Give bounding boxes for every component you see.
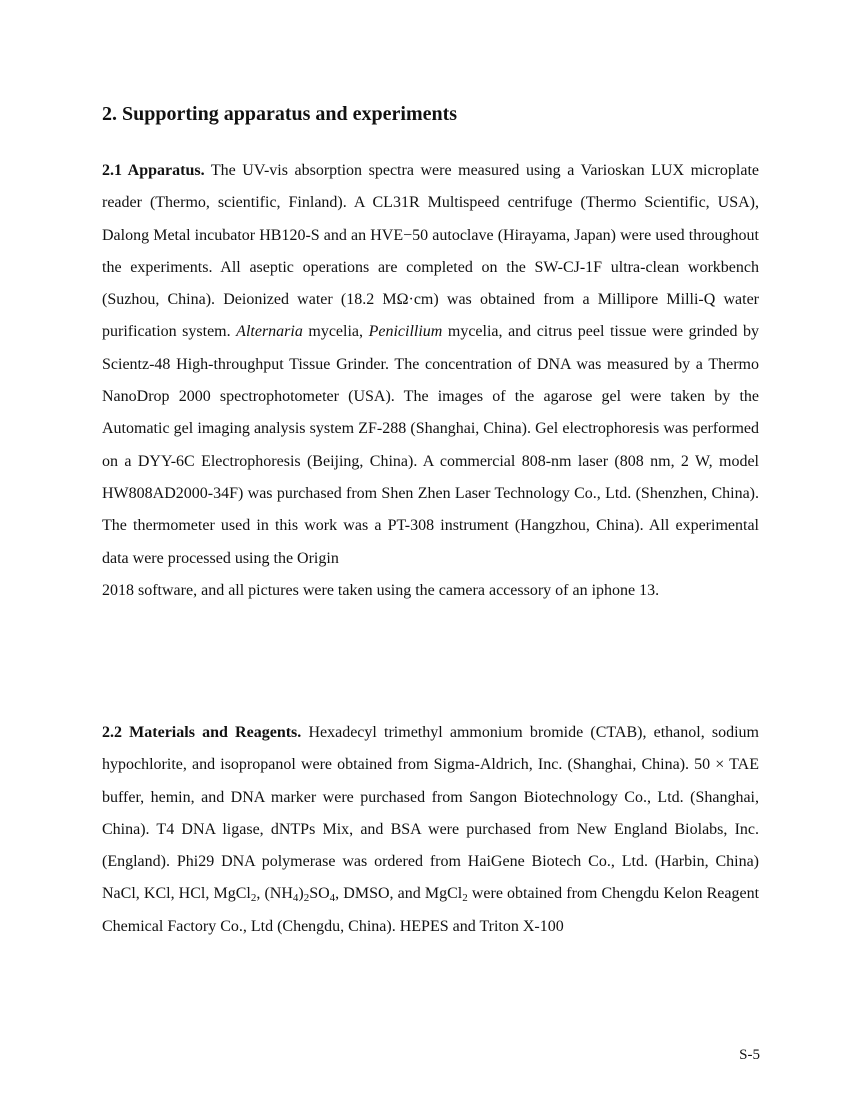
page-number: S-5	[739, 1047, 760, 1063]
section-heading: 2. Supporting apparatus and experiments	[102, 103, 458, 125]
apparatus-text-2: mycelia,	[302, 323, 369, 341]
materials-text-2: , (NH	[256, 885, 293, 903]
apparatus-text-1: The UV-vis absorption spectra were measured using a Varioskan LUX microplate reader (Thermo, scientific, Finland). A CL31R Multispeed centrifuge (Thermo Scientific, USA), Dalong Metal incubator HB120-S and an HVE−50 autoclave (Hirayama, Japan) were used throughout the experiments. All aseptic operations are completed on the SW-CJ-1F ultra-clean workbench (Suzhou, China). Deionized water (18.2 MΩ·cm) was obtained from a Millipore Milli-Q water purification system.	[102, 162, 760, 341]
subscript-3: 2	[303, 892, 310, 905]
materials-heading: 2.2 Materials and Reagents.	[102, 724, 302, 741]
materials-text-4: SO	[309, 885, 330, 903]
apparatus-text-3: mycelia, and citrus peel tissue were grinded by Scientz-48 High-throughput Tissue Grinder. The concentration of DNA was measured by a Thermo NanoDrop 2000 spectrophotometer (USA). The images of the agarose gel were taken by the Automatic gel imaging analysis system ZF-288 (Shanghai, China). Gel electrophoresis was performed on a DYY-6C Electrophoresis (Beijing, China). A commercial 808-nm laser (808 nm, 2 W, model HW808AD2000-34F) was purchased from Shen Zhen Laser Technology Co., Ltd. (Shenzhen, China). The thermometer used in this work was a PT-308 instrument (Hangzhou, China). All experimental data were processed using the Origin	[102, 323, 760, 567]
materials-text-6: were obtained from Chengdu Kelon Reagent Chemical Factory Co., Ltd (Chengdu, China). HEPES and Triton X-100	[102, 885, 760, 935]
apparatus-last-line: 2018 software, and all pictures were taken using the camera accessory of an iphone 13.	[102, 581, 660, 599]
subscript-5: 2	[462, 892, 468, 905]
subscript-1: 2	[250, 892, 257, 905]
alternaria-term: Alternaria	[236, 323, 303, 341]
apparatus-heading: 2.1 Apparatus.	[102, 162, 205, 179]
materials-text-5: , DMSO, and MgCl	[335, 885, 463, 903]
materials-text-1: Hexadecyl trimethyl ammonium bromide (CTAB), ethanol, sodium hypochlorite, and isopropanol were obtained from Sigma-Aldrich, Inc. (Shanghai, China). 50 × TAE buffer, hemin, and DNA marker were purchased from Sangon Biotechnology Co., Ltd. (Shanghai, China). T4 DNA ligase, dNTPs Mix, and BSA were purchased from New England Biolabs, Inc. (England). Phi29 DNA polymerase was ordered from HaiGene Biotech Co., Ltd. (Harbin, China) NaCl, KCl, HCl, MgCl	[102, 724, 759, 903]
subscript-2: 4	[292, 892, 299, 905]
materials-paragraph	[102, 717, 759, 943]
subscript-4: 4	[329, 892, 336, 905]
apparatus-paragraph	[102, 155, 759, 607]
materials-text-3: )	[298, 885, 304, 903]
penicillium-term: Penicillium	[368, 323, 443, 341]
